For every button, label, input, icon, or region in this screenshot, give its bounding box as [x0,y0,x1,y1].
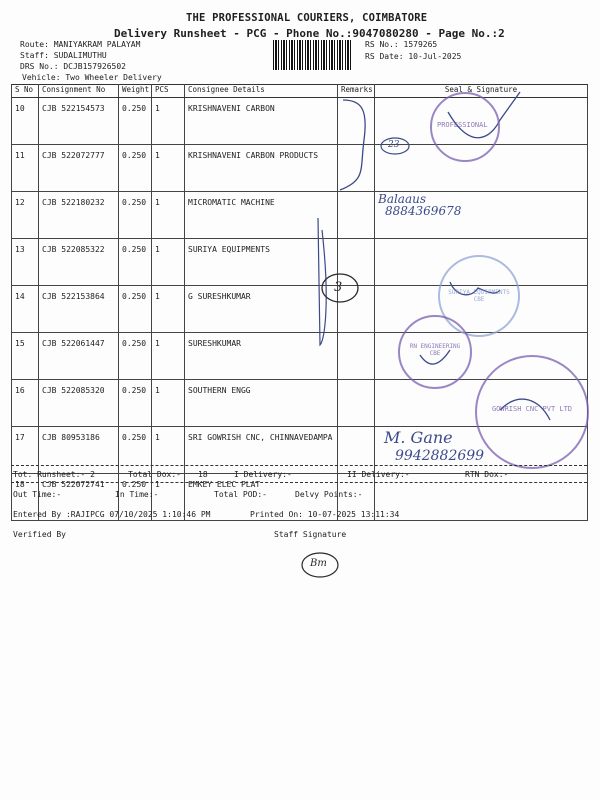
cell-weight: 0.250 [119,145,152,192]
drs-number: DRS No.: DCJB157926502 [20,62,126,71]
handwritten-mark-row14: 3 [334,280,343,295]
col-seal-signature: Seal & Signature [375,85,588,98]
cell-sno: 15 [12,333,39,380]
cell-consignment: CJB 522085322 [39,239,119,286]
cell-pcs: 1 [152,239,185,286]
seal-stamp-3: RN ENGINEERING CBE [398,315,472,389]
seal-stamp-1: PROFESSIONAL [430,92,500,162]
cell-consignee: SOUTHERN ENGG [185,380,338,427]
cell-consignee: SURESHKUMAR [185,333,338,380]
divider [11,465,587,466]
document-subtitle: Delivery Runsheet - PCG - Phone No.:9047080280 - Page No.:2 [114,27,505,40]
col-pcs: PCS [152,85,185,98]
cell-pcs: 1 [152,286,185,333]
handwritten-mark-row11: 23 [388,140,400,150]
delivery-points-label: Delvy Points:- [295,490,363,499]
cell-weight: 0.250 [119,474,152,521]
remarks-bracket-mark [340,100,365,190]
in-time-label: In Time:- [115,490,159,499]
handwritten-phone-row12: 8884369678 [385,204,462,218]
cell-weight: 0.250 [119,192,152,239]
handwritten-name-row12: Balaaus [378,192,427,206]
printed-on: Printed On: 10-07-2025 13:11:34 [250,510,400,519]
entered-by: Entered By :RAJIPCG 07/10/2025 1:10:46 PM [13,510,211,519]
cell-pcs: 1 [152,380,185,427]
staff-label: Staff: SUDALIMUTHU [20,51,107,60]
cell-consignee: EMKEY ELEC PLAT [185,474,338,521]
cell-sno: 17 [12,427,39,474]
bottom-initials: Bm [310,558,327,569]
cell-consignee: SRI GOWRISH CNC, CHINNAVEDAMPA [185,427,338,474]
cell-consignee: MICROMATIC MACHINE [185,192,338,239]
handwritten-phone-row18: 9942882699 [395,448,485,464]
cell-consignment: CJB 522154573 [39,98,119,145]
cell-consignment: CJB 522085320 [39,380,119,427]
route-label: Route: MANIYAKRAM PALAYAM [20,40,141,49]
cell-sno: 14 [12,286,39,333]
cell-pcs: 1 [152,192,185,239]
total-pod-label: Total POD:- [214,490,267,499]
rs-number: RS No.: 1579265 [365,40,438,49]
total-dox-label: Total Dox:- [128,470,181,479]
cell-sno: 11 [12,145,39,192]
col-remarks: Remarks [338,85,375,98]
col-consignment: Consignment No [39,85,119,98]
cell-consignee: SURIYA EQUIPMENTS [185,239,338,286]
cell-consignee: KRISHNAVENI CARBON [185,98,338,145]
seal-stamp-4: GOWRISH CNC PVT LTD [475,355,589,469]
cell-consignment: CJB 522072741 [39,474,119,521]
cell-consignment: CJB 522072777 [39,145,119,192]
cell-consignment: CJB 522180232 [39,192,119,239]
total-runsheet: Tot. Runsheet:- 2 [13,470,95,479]
cell-consignment: CJB 522061447 [39,333,119,380]
second-delivery-label: II Delivery:- [347,470,410,479]
cell-weight: 0.250 [119,333,152,380]
cell-pcs: 1 [152,145,185,192]
cell-sno: 16 [12,380,39,427]
out-time-label: Out Time:- [13,490,62,499]
cell-weight: 0.250 [119,427,152,474]
cell-consignee: G SURESHKUMAR [185,286,338,333]
vehicle-label: Vehicle: Two Wheeler Delivery [22,73,162,82]
cell-sno: 10 [12,98,39,145]
cell-sno: 18 [12,474,39,521]
cell-pcs: 1 [152,474,185,521]
first-delivery-label: I Delivery:- [234,470,292,479]
cell-pcs: 1 [152,333,185,380]
cell-pcs: 1 [152,98,185,145]
cell-consignment: CJB 80953186 [39,427,119,474]
cell-pcs: 1 [152,427,185,474]
cell-weight: 0.250 [119,239,152,286]
verified-by-label: Verified By [13,530,66,539]
handwritten-name-row18: M. Gane [384,428,453,447]
cell-weight: 0.250 [119,380,152,427]
total-dox-value: 18 [198,470,208,479]
cell-consignment: CJB 522153864 [39,286,119,333]
cell-consignee: KRISHNAVENI CARBON PRODUCTS [185,145,338,192]
cell-weight: 0.250 [119,286,152,333]
divider [11,482,587,483]
cell-sno: 12 [12,192,39,239]
return-dox-label: RTN Dox:- [465,470,509,479]
col-consignee: Consignee Details [185,85,338,98]
seal-stamp-2: SURIYA EQUIPMENTS CBE [438,255,520,337]
rs-date: RS Date: 10-Jul-2025 [365,52,462,61]
cell-weight: 0.250 [119,98,152,145]
remarks-line-mark [318,218,326,345]
cell-sno: 13 [12,239,39,286]
company-title: THE PROFESSIONAL COURIERS, COIMBATORE [186,12,428,24]
col-weight: Weight [119,85,152,98]
col-sno: S No [12,85,39,98]
staff-signature-label: Staff Signature [274,530,347,539]
